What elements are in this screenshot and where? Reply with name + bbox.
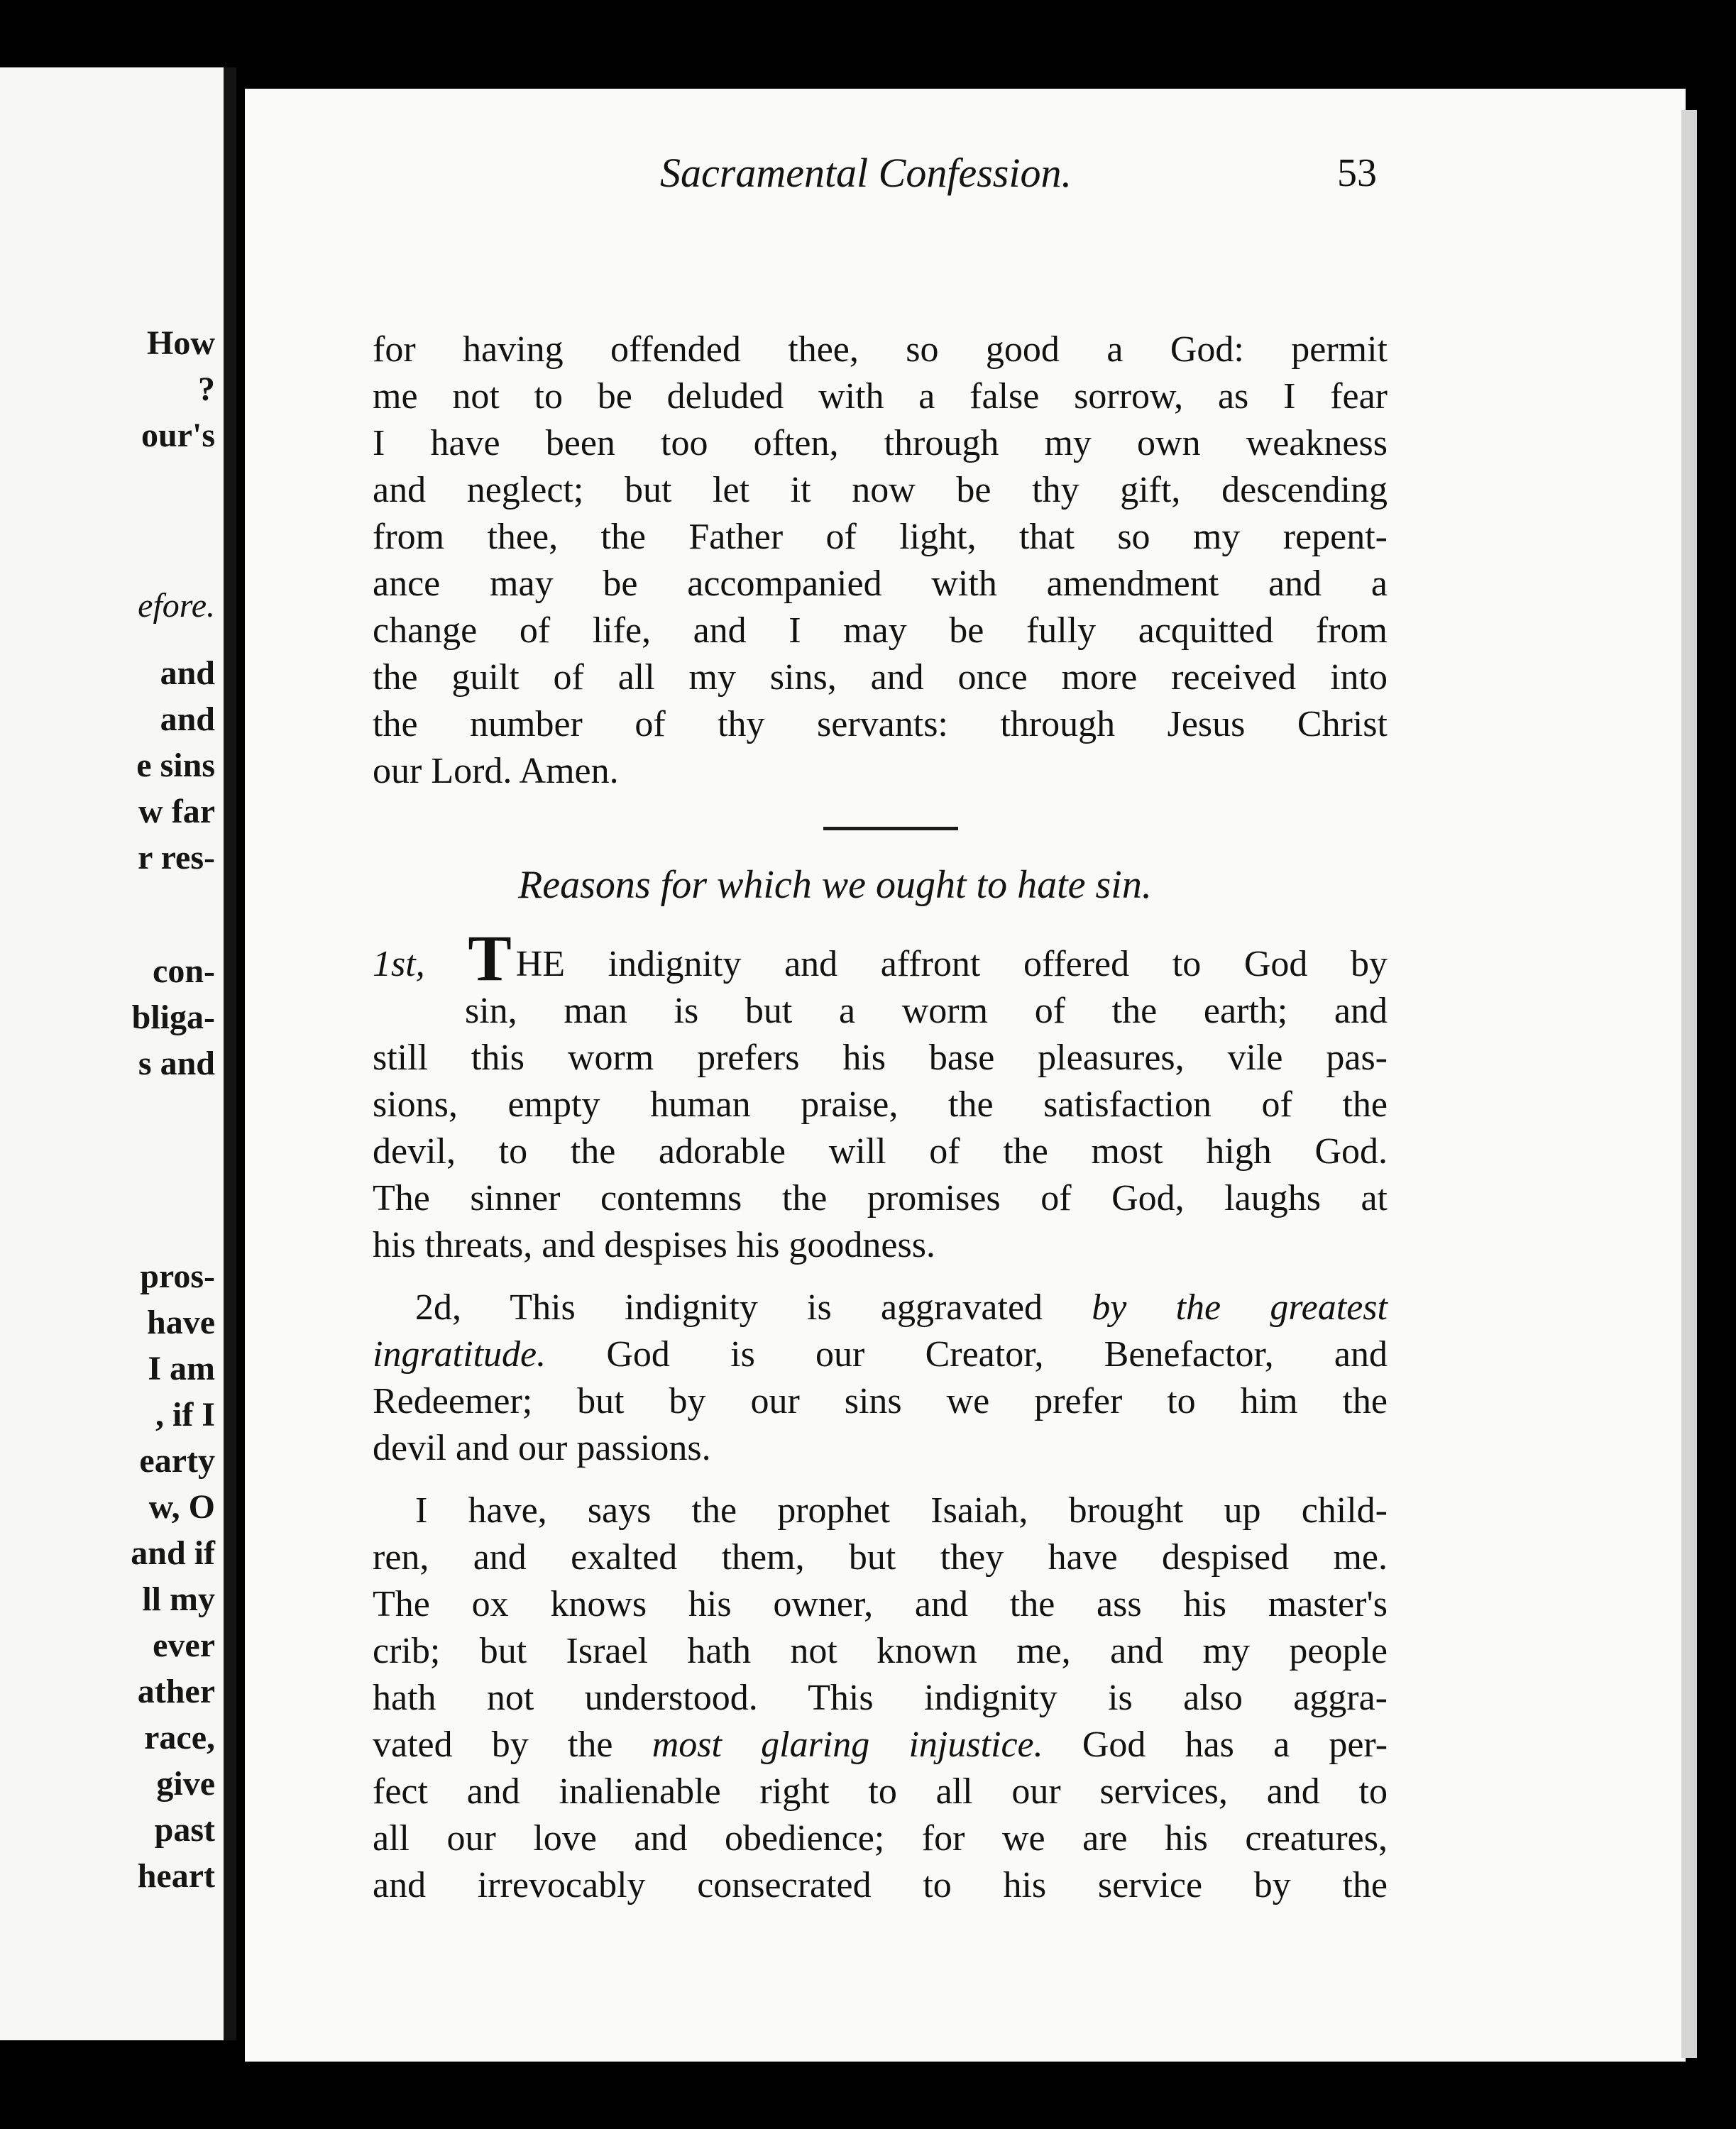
paragraph-first xyxy=(373,922,1388,1909)
page-number: 53 xyxy=(1337,151,1377,195)
left-page-text-fragments xyxy=(0,67,224,2040)
text-line: devil and our passions. xyxy=(373,1428,711,1468)
page-header xyxy=(419,149,1377,213)
text-line: sions, empty human praise, the satisfaction of the xyxy=(373,1084,1388,1125)
left-fragment: con- xyxy=(153,952,215,990)
left-fragment: earty xyxy=(139,1442,215,1480)
para2-rest: God is our Creator, Benefactor, and xyxy=(546,1334,1388,1375)
left-page xyxy=(0,67,224,2040)
page-edge xyxy=(1681,110,1697,2058)
ordinal: 1st, xyxy=(373,944,425,984)
section-title: Reasons for which we ought to hate sin. xyxy=(518,863,1152,907)
text-line: and irrevocably consecrated to his service by the xyxy=(373,1865,1388,1905)
left-fragment: our's xyxy=(141,417,215,454)
left-fragment: heart xyxy=(137,1857,215,1895)
text-line: crib; but Israel hath not known me, and my people xyxy=(373,1631,1388,1671)
para3-italic: most glaring injustice. xyxy=(652,1724,1043,1765)
text-line: hath not understood. This indignity is also aggra- xyxy=(373,1678,1388,1718)
running-head: Sacramental Confession. xyxy=(660,150,1072,196)
left-fragment: ather xyxy=(137,1673,215,1710)
left-fragment: r res- xyxy=(138,839,215,876)
left-fragment: w far xyxy=(138,793,215,830)
text-line: devil, to the adorable will of the most high God. xyxy=(373,1131,1388,1172)
text-line: ance may be accompanied with amendment and a xyxy=(373,563,1388,604)
left-fragment: efore. xyxy=(138,587,215,625)
left-fragment: and xyxy=(160,654,215,692)
text-line: the guilt of all my sins, and once more received into xyxy=(373,657,1388,698)
left-fragment: race, xyxy=(144,1719,215,1756)
left-fragment: bliga- xyxy=(131,999,215,1036)
text-line: and neglect; but let it now be thy gift, descending xyxy=(373,470,1388,510)
text-line xyxy=(373,1331,1388,1378)
text-line xyxy=(373,1722,1388,1768)
left-fragment: have xyxy=(147,1304,215,1341)
text-line: still this worm prefers his base pleasures, vile pas- xyxy=(373,1038,1388,1078)
para3-post: God has a per- xyxy=(1043,1724,1388,1765)
text-line: The sinner contemns the promises of God, laughs at xyxy=(373,1178,1388,1218)
text-line: I have been too often, through my own weakness xyxy=(373,423,1388,463)
text-line: fect and inalienable right to all our services, and to xyxy=(373,1771,1388,1812)
text-line: all our love and obedience; for we are his creatures, xyxy=(373,1818,1388,1859)
book-gutter xyxy=(224,67,236,2040)
text-line: his threats, and despises his goodness. xyxy=(373,1225,935,1265)
prayer-paragraph xyxy=(373,326,1388,795)
left-fragment: ever xyxy=(153,1627,215,1664)
text-line xyxy=(373,922,1388,994)
left-fragment: s and xyxy=(138,1045,215,1082)
drop-cap: T xyxy=(468,922,512,994)
text-line: Redeemer; but by our sins we prefer to him the xyxy=(373,1381,1388,1421)
first-line-text: HE indignity and affront offered to God by xyxy=(515,944,1388,984)
text-line: The ox knows his owner, and the ass his master's xyxy=(373,1584,1388,1624)
text-line: ren, and exalted them, but they have despised me. xyxy=(373,1537,1388,1578)
left-fragment: I am xyxy=(148,1350,215,1387)
para2-lead-italic: by the greatest xyxy=(1092,1287,1388,1328)
text-line: me not to be deluded with a false sorrow, as I fear xyxy=(373,376,1388,417)
left-fragment: w, O xyxy=(148,1488,215,1526)
text-line xyxy=(373,1284,1388,1331)
text-line: from thee, the Father of light, that so my repent- xyxy=(373,517,1388,557)
left-fragment: give xyxy=(156,1765,215,1803)
para2-lead: 2d, This indignity is aggravated xyxy=(415,1287,1092,1328)
left-fragment: How xyxy=(147,324,215,362)
left-fragment: and xyxy=(160,700,215,738)
text-line: for having offended thee, so good a God: permit xyxy=(373,329,1388,370)
text-line: sin, man is but a worm of the earth; and xyxy=(465,991,1388,1031)
text-line: the number of thy servants: through Jesus Christ xyxy=(373,704,1388,744)
text-line: change of life, and I may be fully acquitted from xyxy=(373,610,1388,651)
left-fragment: , if I xyxy=(155,1396,215,1434)
text-line: our Lord. Amen. xyxy=(373,751,619,791)
para3-pre: vated by the xyxy=(373,1724,652,1765)
left-fragment: ll my xyxy=(142,1580,215,1618)
left-fragment: e sins xyxy=(136,747,215,784)
section-divider xyxy=(823,827,958,830)
text-line: I have, says the prophet Isaiah, brought up child- xyxy=(415,1490,1388,1531)
para2-italic: ingratitude. xyxy=(373,1334,546,1375)
left-fragment: pros- xyxy=(140,1258,215,1295)
left-fragment: ? xyxy=(198,370,215,408)
left-fragment: and if xyxy=(131,1534,215,1572)
left-fragment: past xyxy=(154,1811,215,1849)
